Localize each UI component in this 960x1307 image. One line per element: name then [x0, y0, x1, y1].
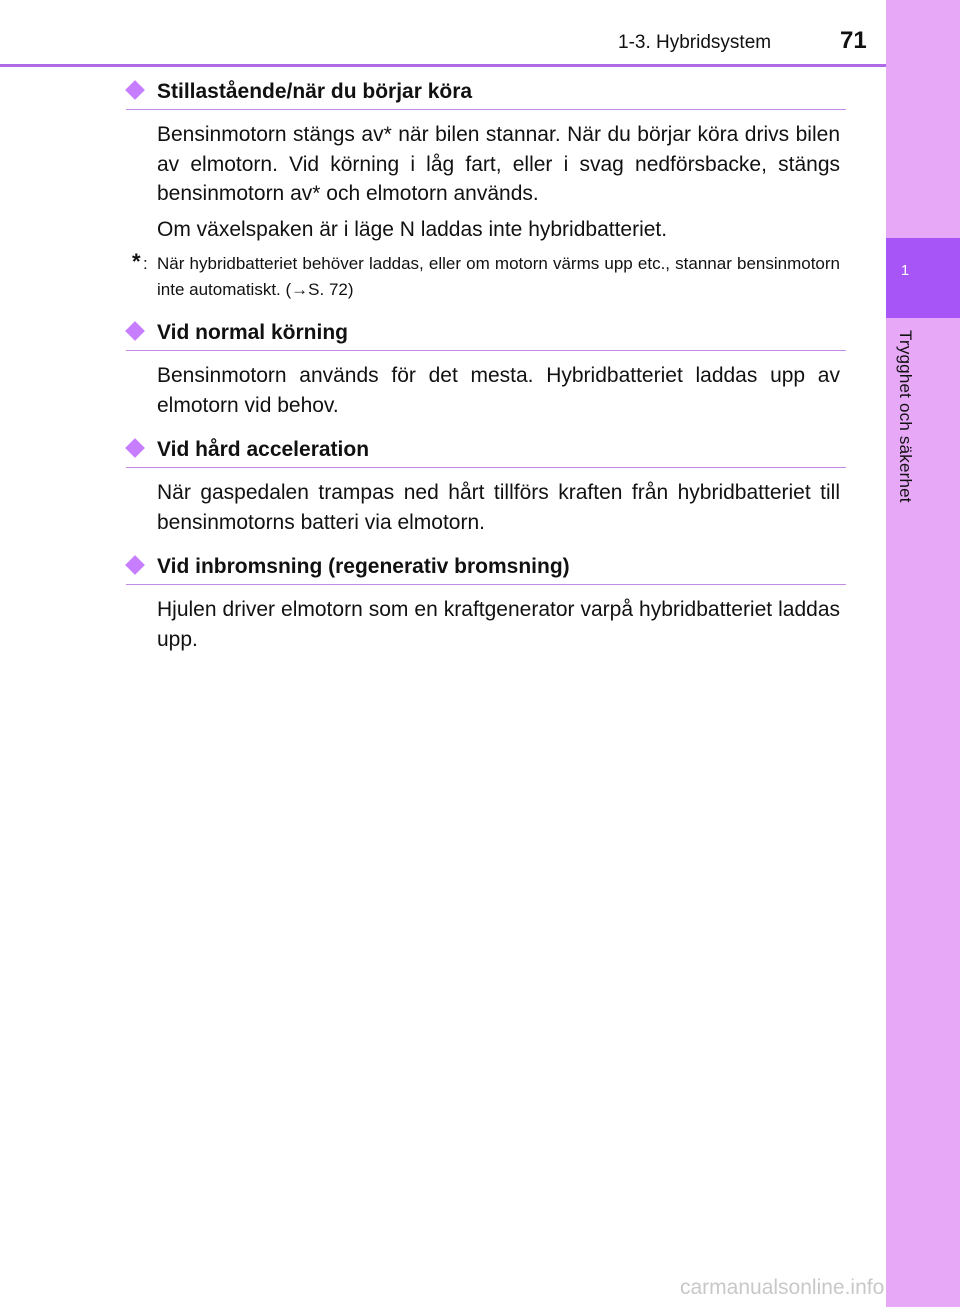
section-hard-acceleration — [126, 434, 846, 537]
header-section-title: 1-3. Hybridsystem — [618, 32, 772, 53]
diamond-bullet-icon — [125, 555, 145, 575]
section-stationary — [126, 76, 846, 303]
section-normal-driving — [126, 317, 846, 420]
chapter-title: Trygghet och säkerhet — [896, 330, 915, 503]
paragraph: Bensinmotorn stängs av* när bilen stannar. När du börjar köra drivs bilen av elmotorn. Vid körning i låg fart, eller i svag nedförsbacke, stängs bensinmotorn av* och elmotorn används. — [157, 123, 840, 205]
paragraph: Bensinmotorn används för det mesta. Hybridbatteriet laddas upp av elmotorn vid behov. — [157, 364, 840, 417]
section-heading: Vid inbromsning (regenerativ bromsning) — [126, 551, 846, 585]
page-content — [126, 76, 846, 654]
chapter-number: 1 — [900, 262, 910, 279]
section-regenerative-braking — [126, 551, 846, 654]
section-heading: Vid hård acceleration — [126, 434, 846, 468]
footnote-asterisk: * — [132, 249, 141, 274]
watermark: carmanualsonline.info — [680, 1276, 885, 1299]
paragraph: Om växelspaken är i läge N laddas inte hybridbatteriet. — [157, 217, 668, 241]
page-number: 71 — [840, 27, 867, 54]
diamond-bullet-icon — [125, 80, 145, 100]
header-rule — [0, 64, 886, 67]
diamond-bullet-icon — [125, 321, 145, 341]
side-tab — [886, 0, 960, 1307]
footnote-text: När hybridbatteriet behöver laddas, eller om motorn värms upp etc., stannar bensinmotorn inte automatiskt. (→S. 72) — [157, 254, 840, 299]
section-heading: Vid normal körning — [126, 317, 846, 351]
paragraph: Hjulen driver elmotorn som en kraftgenerator varpå hybridbatteriet laddas upp. — [157, 598, 840, 651]
footnote: * : När hybridbatteriet behöver laddas, eller om motorn värms upp etc., stannar bensinmotorn inte automatiskt. (→S. 72) — [132, 249, 840, 299]
section-heading: Stillastående/när du börjar köra — [126, 76, 846, 110]
paragraph: När gaspedalen trampas ned hårt tillförs kraften från hybridbatteriet till bensinmotorns batteri via elmotorn. — [157, 481, 840, 534]
diamond-bullet-icon — [125, 438, 145, 458]
